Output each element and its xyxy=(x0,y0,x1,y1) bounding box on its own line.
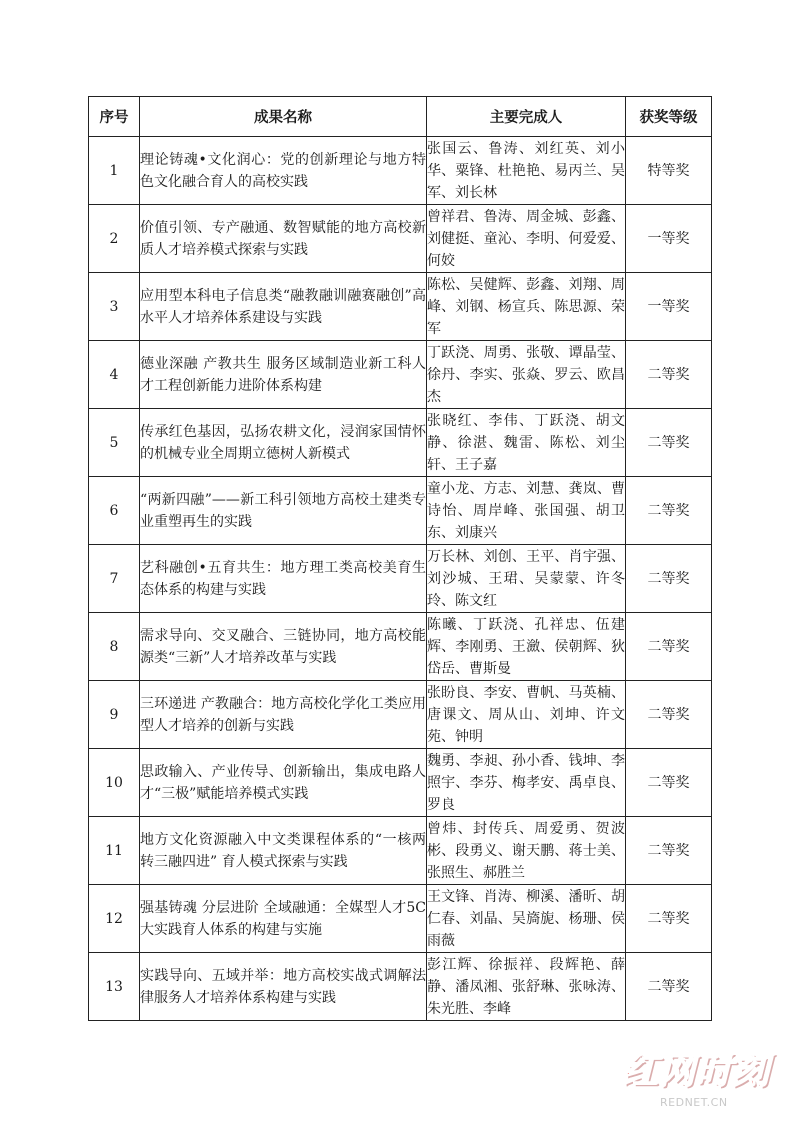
row-index-cell: 7 xyxy=(89,545,140,613)
table-row xyxy=(89,681,712,749)
table-row xyxy=(89,953,712,1021)
row-level-cell: 二等奖 xyxy=(626,749,712,817)
table-row xyxy=(89,409,712,477)
row-level-cell: 二等奖 xyxy=(626,341,712,409)
row-level-cell: 一等奖 xyxy=(626,273,712,341)
row-title-cell: 地方文化资源融入中文类课程体系的“一核两转三融四进” 育人模式探索与实践 xyxy=(140,817,427,885)
table-row xyxy=(89,749,712,817)
row-index-cell: 6 xyxy=(89,477,140,545)
row-people-cell: 万长林、刘创、王平、肖宇强、刘沙城、王珺、吴蒙蒙、许冬玲、陈文红 xyxy=(427,545,626,613)
row-level-cell: 二等奖 xyxy=(626,953,712,1021)
row-index-cell: 1 xyxy=(89,137,140,205)
row-index-cell: 13 xyxy=(89,953,140,1021)
row-people-cell: 曾炜、封传兵、周爱勇、贺波彬、段勇义、谢天鹏、蒋士美、张照生、郝胜兰 xyxy=(427,817,626,885)
rednet-url: REDNET.CN xyxy=(660,1096,728,1109)
row-people-cell: 张晓红、李伟、丁跃浇、胡文静、徐湛、魏雷、陈松、刘尘轩、王子嘉 xyxy=(427,409,626,477)
table-row xyxy=(89,341,712,409)
row-level-cell: 二等奖 xyxy=(626,477,712,545)
row-people-cell: 张国云、鲁涛、刘红英、刘小华、粟锋、杜艳艳、易丙兰、吴军、刘长林 xyxy=(427,137,626,205)
row-title-cell: 艺科融创•五育共生：地方理工类高校美育生态体系的构建与实践 xyxy=(140,545,427,613)
row-people-cell: 魏勇、李昶、孙小香、钱坤、李照宇、李芬、梅孝安、禹卓良、罗良 xyxy=(427,749,626,817)
row-title-cell: 价值引领、专产融通、数智赋能的地方高校新质人才培养模式探索与实践 xyxy=(140,205,427,273)
table-row xyxy=(89,137,712,205)
row-title-cell: 需求导向、交叉融合、三链协同，地方高校能源类“三新”人才培养改革与实践 xyxy=(140,613,427,681)
row-level-cell: 二等奖 xyxy=(626,885,712,953)
row-people-cell: 曾祥君、鲁涛、周金城、彭鑫、刘健挺、童沁、李明、何爱爱、何姣 xyxy=(427,205,626,273)
table-row xyxy=(89,205,712,273)
row-title-cell: “两新四融”——新工科引领地方高校土建类专业重塑再生的实践 xyxy=(140,477,427,545)
table-row xyxy=(89,817,712,885)
row-people-cell: 陈曦、丁跃浇、孔祥忠、伍建辉、李刚勇、王瀲、侯朝辉、狄岱岳、曹斯曼 xyxy=(427,613,626,681)
row-people-cell: 陈松、吴健辉、彭鑫、刘翔、周峰、刘钢、杨宣兵、陈思源、荣军 xyxy=(427,273,626,341)
row-index-cell: 2 xyxy=(89,205,140,273)
table-row xyxy=(89,273,712,341)
row-level-cell: 二等奖 xyxy=(626,817,712,885)
row-index-cell: 5 xyxy=(89,409,140,477)
header-index: 序号 xyxy=(89,97,140,137)
row-index-cell: 3 xyxy=(89,273,140,341)
row-people-cell: 童小龙、方志、刘慧、龚岚、曹诗怡、周岸峰、张国强、胡卫东、刘康兴 xyxy=(427,477,626,545)
row-title-cell: 德业深融 产教共生 服务区域制造业新工科人才工程创新能力进阶体系构建 xyxy=(140,341,427,409)
row-level-cell: 二等奖 xyxy=(626,613,712,681)
row-people-cell: 彭江辉、徐振祥、段辉艳、薛静、潘凤湘、张舒琳、张咏涛、朱光胜、李峰 xyxy=(427,953,626,1021)
table-row xyxy=(89,477,712,545)
row-index-cell: 12 xyxy=(89,885,140,953)
row-level-cell: 二等奖 xyxy=(626,409,712,477)
table-row xyxy=(89,885,712,953)
table-row xyxy=(89,613,712,681)
row-title-cell: 三环递进 产教融合：地方高校化学化工类应用型人才培养的创新与实践 xyxy=(140,681,427,749)
row-index-cell: 8 xyxy=(89,613,140,681)
rednet-logo: 红网时刻 xyxy=(622,1051,771,1092)
row-index-cell: 4 xyxy=(89,341,140,409)
row-title-cell: 实践导向、五域并举：地方高校实战式调解法律服务人才培养体系构建与实践 xyxy=(140,953,427,1021)
row-index-cell: 9 xyxy=(89,681,140,749)
row-title-cell: 强基铸魂 分层进阶 全域融通：全媒型人才5C大实践育人体系的构建与实施 xyxy=(140,885,427,953)
row-people-cell: 丁跃浇、周勇、张敬、谭晶莹、徐丹、李实、张焱、罗云、欧昌杰 xyxy=(427,341,626,409)
row-title-cell: 思政输入、产业传导、创新输出，集成电路人才“三极”赋能培养模式实践 xyxy=(140,749,427,817)
table-body xyxy=(89,137,712,1021)
row-level-cell: 一等奖 xyxy=(626,205,712,273)
row-title-cell: 传承红色基因，弘扬农耕文化，浸润家国情怀的机械专业全周期立德树人新模式 xyxy=(140,409,427,477)
row-level-cell: 二等奖 xyxy=(626,681,712,749)
row-title-cell: 应用型本科电子信息类“融教融训融赛融创”高水平人才培养体系建设与实践 xyxy=(140,273,427,341)
header-level: 获奖等级 xyxy=(626,97,712,137)
row-level-cell: 二等奖 xyxy=(626,545,712,613)
table-header-row xyxy=(89,97,712,137)
header-title: 成果名称 xyxy=(140,97,427,137)
awards-table xyxy=(88,96,712,1021)
table-row xyxy=(89,545,712,613)
header-people: 主要完成人 xyxy=(427,97,626,137)
row-level-cell: 特等奖 xyxy=(626,137,712,205)
row-index-cell: 10 xyxy=(89,749,140,817)
row-people-cell: 王文锋、肖涛、柳溪、潘昕、胡仁春、刘晶、吴旖旎、杨珊、侯雨薇 xyxy=(427,885,626,953)
rednet-watermark xyxy=(604,1050,784,1114)
row-index-cell: 11 xyxy=(89,817,140,885)
row-people-cell: 张盼良、李安、曹帆、马英楠、唐课文、周从山、刘坤、许文苑、钟明 xyxy=(427,681,626,749)
row-title-cell: 理论铸魂•文化润心：党的创新理论与地方特色文化融合育人的高校实践 xyxy=(140,137,427,205)
